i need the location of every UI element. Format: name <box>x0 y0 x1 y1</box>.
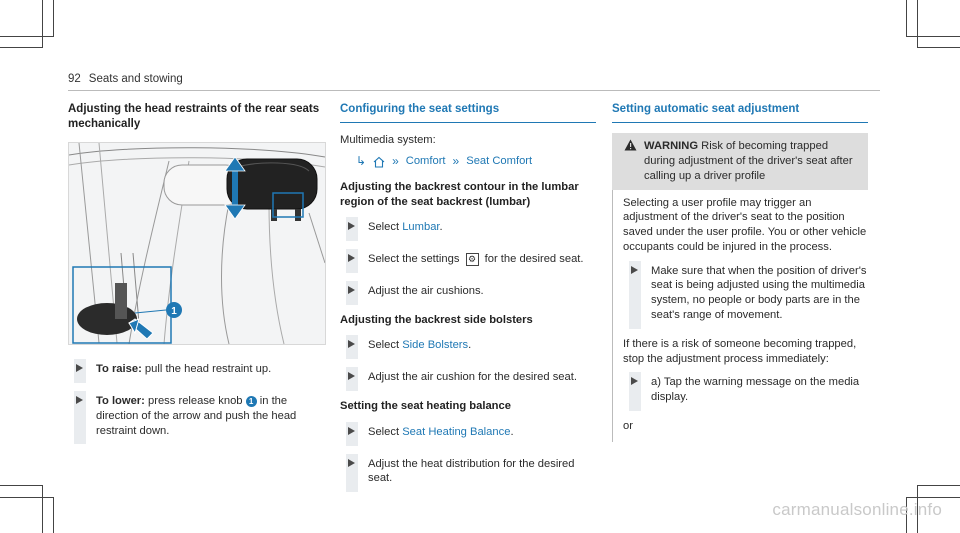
menu-side-bolsters[interactable]: Side Bolsters <box>402 339 469 352</box>
warning-paragraph: If there is a risk of someone becoming trapped, stop the adjustment process immediately: <box>623 337 857 365</box>
step-text: in the direction of the arrow and push the head restraint down. <box>96 395 297 437</box>
multimedia-label: Multimedia system: <box>340 134 436 147</box>
step-arrow-icon <box>348 459 355 467</box>
step-make-sure <box>623 261 868 329</box>
column-automatic-seat <box>612 102 868 442</box>
step-arrow-icon <box>348 222 355 230</box>
step-label: To lower: <box>96 395 145 408</box>
step-arrow-icon <box>348 254 355 262</box>
menu-seat-comfort[interactable]: Seat Comfort <box>466 155 533 168</box>
step-select-side-bolsters <box>340 335 596 359</box>
heading-automatic-seat: Setting automatic seat adjustment <box>612 102 868 123</box>
step-arrow-icon <box>348 340 355 348</box>
menu-comfort[interactable]: Comfort <box>405 155 446 168</box>
warning-icon <box>624 139 637 151</box>
step-arrow-icon <box>76 396 83 404</box>
page-number: 92 <box>68 73 81 85</box>
step-text: . <box>468 339 472 352</box>
column-head-restraints <box>68 102 326 452</box>
step-arrow-icon <box>76 364 83 372</box>
crop-mark <box>0 497 54 498</box>
step-select-settings <box>340 249 596 273</box>
or-text: or <box>623 419 633 432</box>
step-select-lumbar <box>340 217 596 241</box>
crop-mark <box>53 0 54 36</box>
heading-seat-settings: Configuring the seat settings <box>340 102 596 123</box>
step-text: a) Tap the warning message on the media display. <box>651 376 860 404</box>
step-text: . <box>510 425 514 438</box>
step-arrow-icon <box>348 372 355 380</box>
column-seat-settings <box>340 102 596 500</box>
header-rule <box>68 90 880 91</box>
step-select-heating-balance <box>340 422 596 446</box>
step-text: press release knob <box>144 395 246 408</box>
menu-seat-heating-balance[interactable]: Seat Heating Balance <box>402 425 511 438</box>
subheading-side-bolsters: Adjusting the backrest side bolsters <box>340 313 533 326</box>
step-arrow-icon <box>631 377 638 385</box>
step-adjust-cushions <box>340 281 596 305</box>
section-title: Seats and stowing <box>88 73 183 85</box>
step-text: Adjust the air cushion for the desired seat. <box>368 371 577 384</box>
page-header <box>68 72 183 87</box>
warning-label: WARNING <box>644 140 699 153</box>
step-lower <box>68 391 326 444</box>
step-text: . <box>439 221 443 234</box>
warning-box <box>612 133 868 189</box>
warning-text: Risk of becoming trapped during adjustment of the driver's seat after calling up a driver profile <box>644 140 853 182</box>
menu-path <box>356 154 596 170</box>
step-text: Select <box>368 339 403 352</box>
crop-mark <box>917 47 960 48</box>
step-text: Make sure that when the position of driver's seat is being adjusted using the multimedia system, no people or body parts are in the seat's range of movement. <box>651 264 867 321</box>
chevron-double-right-icon: » <box>392 153 399 168</box>
step-text: Adjust the heat distribution for the desired seat. <box>368 457 575 485</box>
step-arrow-icon <box>348 286 355 294</box>
subheading-lumbar: Adjusting the backrest contour in the lumbar region of the seat backrest (lumbar) <box>340 180 579 208</box>
crop-mark <box>53 497 54 533</box>
crop-mark <box>42 485 43 533</box>
heading-head-restraints: Adjusting the head restraints of the rear seats mechanically <box>68 103 320 131</box>
crop-mark <box>906 36 960 37</box>
step-text: pull the head restraint up. <box>141 363 272 376</box>
step-adjust-air-cushion <box>340 367 596 391</box>
watermark: carmanualsonline.info <box>772 499 942 519</box>
step-text: for the desired seat. <box>481 253 584 266</box>
step-arrow-icon <box>631 266 638 274</box>
crop-mark <box>917 485 960 486</box>
crop-mark <box>42 0 43 48</box>
crop-mark <box>917 0 918 48</box>
callout-1-badge: 1 <box>246 396 257 407</box>
home-icon[interactable] <box>373 156 385 168</box>
step-raise <box>68 359 326 383</box>
crop-mark <box>0 485 43 486</box>
step-label: To raise: <box>96 363 142 376</box>
head-restraint-illustration <box>68 142 326 345</box>
step-tap-warning <box>623 372 868 411</box>
step-text: Select <box>368 425 403 438</box>
warning-body <box>612 190 868 442</box>
chevron-double-right-icon: » <box>452 153 460 168</box>
crop-mark <box>0 47 43 48</box>
step-adjust-heat <box>340 454 596 493</box>
step-text: Select <box>368 221 403 234</box>
crop-mark <box>906 0 907 36</box>
warning-paragraph: Selecting a user profile may trigger an adjustment of the driver's seat to the position saved under the user profile. You or other vehicle occupants could be injured in the process. <box>623 196 867 253</box>
step-arrow-icon <box>348 427 355 435</box>
step-text: Select the settings <box>368 253 463 266</box>
crop-mark <box>0 36 54 37</box>
settings-icon: ⚙ <box>466 253 479 266</box>
step-text: Adjust the air cushions. <box>368 284 484 297</box>
subheading-heating-balance: Setting the seat heating balance <box>340 400 511 413</box>
callout-label: 1 <box>171 306 177 318</box>
menu-lumbar[interactable]: Lumbar <box>402 221 440 234</box>
path-return-icon: ↳ <box>356 153 367 168</box>
rear-seat-illustration <box>69 143 325 344</box>
